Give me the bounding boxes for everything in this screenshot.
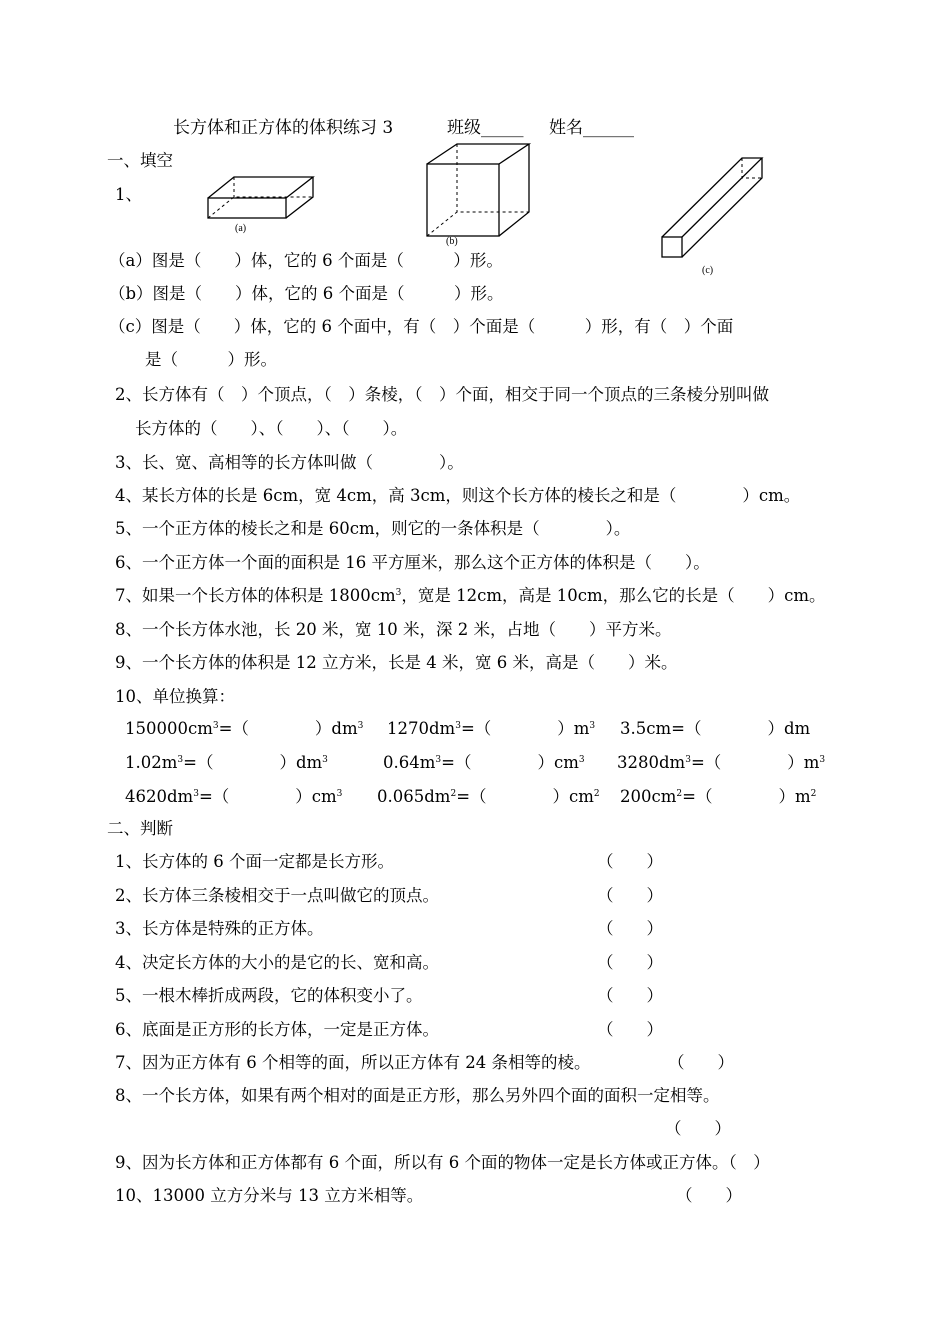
judge-item-5: 5、一根木棒折成两段，它的体积变小了。 [115,986,423,1005]
conversion-item: $4620dm^3=$（ ）$cm^3$ [125,787,343,806]
question-1b: （b）图是（ ）体，它的 6 个面是（ ）形。 [109,284,504,303]
section-heading-judge: 二、判断 [107,819,173,838]
question-2-line1: 2、长方体有（ ）个顶点，（ ）条棱，（ ）个面，相交于同一个顶点的三条棱分别叫做 [115,385,769,404]
question-1-number: 1、 [115,185,142,204]
question-3: 3、长、宽、高相等的长方体叫做（ ）。 [115,453,464,472]
question-1c-line2: 是（ ）形。 [145,350,277,369]
question-5: 5、一个正方体的棱长之和是 60cm，则它的一条体积是（ ）。 [115,519,631,538]
figure-b-cube [420,140,535,240]
judge-item-8: 8、一个长方体，如果有两个相对的面是正方形，那么另外四个面的面积一定相等。 [115,1086,720,1105]
class-field-label: 班级_____ [447,118,524,138]
conversion-item: $200cm^2=$（ ）$m^2$ [620,787,817,806]
question-7-text-post: ，宽是 12cm，高是 10cm，那么它的长是（ ）cm。 [401,586,826,605]
conversion-item: $0.065dm^2=$（ ）$cm^2$ [377,787,600,806]
question-10: 10、单位换算： [115,687,235,706]
figure-c-square-prism [655,150,770,265]
judge-item-3: 3、长方体是特殊的正方体。 [115,919,324,938]
judge-answer-paren: （ ） [665,1119,731,1138]
conversion-item: $1.02m^3=$（ ）$dm^3$ [125,753,328,772]
judge-answer-paren: （ ） [676,1186,742,1205]
question-7-superscript: 3 [395,588,402,598]
conversion-item: $3280dm^3=$（ ）$m^3$ [617,753,826,772]
question-9: 9、一个长方体的体积是 12 立方米，长是 4 米，宽 6 米，高是（ ）米。 [115,653,678,672]
judge-answer-paren: （ ） [597,886,663,905]
judge-item-6: 6、底面是正方形的长方体，一定是正方体。 [115,1020,439,1039]
conversion-item: $0.64m^3=$（ ）$cm^3$ [383,753,585,772]
figure-b-caption: (b) [446,236,458,247]
conversion-item: 3.5cm=（ ）dm [620,719,811,738]
judge-answer-paren: （ ） [597,953,663,972]
question-4: 4、某长方体的长是 6cm，宽 4cm，高 3cm，则这个长方体的棱长之和是（ ）cm。 [115,486,801,505]
judge-item-2: 2、长方体三条棱相交于一点叫做它的顶点。 [115,886,439,905]
question-2-line2: 长方体的（ ）、（ ）、（ ）。 [135,419,408,438]
conversion-item: $150000cm^3=$（ ）$dm^3$ [125,719,364,738]
judge-answer-paren: （ ） [668,1053,734,1072]
figure-a-cuboid [200,170,322,222]
judge-answer-paren: （ ） [597,852,663,871]
question-1a: （a）图是（ ）体，它的 6 个面是（ ）形。 [109,251,503,270]
page-title: 长方体和正方体的体积练习 3 [173,118,394,138]
judge-item-10: 10、13000 立方分米与 13 立方米相等。 [115,1186,424,1205]
judge-item-1: 1、长方体的 6 个面一定都是长方形。 [115,852,394,871]
conversion-item: $1270dm^3=$（ ）$m^3$ [387,719,596,738]
question-7 [115,585,826,607]
judge-item-9: 9、因为长方体和正方体都有 6 个面，所以有 6 个面的物体一定是长方体或正方体。（ ） [115,1153,770,1172]
question-8: 8、一个长方体水池，长 20 米，宽 10 米，深 2 米，占地（ ）平方米。 [115,620,672,639]
question-7-text-pre: 7、如果一个长方体的体积是 1800cm [115,586,396,605]
judge-item-4: 4、决定长方体的大小的是它的长、宽和高。 [115,953,439,972]
judge-answer-paren: （ ） [597,919,663,938]
question-6: 6、一个正方体一个面的面积是 16 平方厘米，那么这个正方体的体积是（ ）。 [115,553,710,572]
section-heading-fill-in: 一、填空 [107,151,173,170]
figure-a-caption: (a) [235,223,247,234]
judge-answer-paren: （ ） [597,986,663,1005]
name-field-label: 姓名______ [549,118,634,138]
judge-item-7: 7、因为正方体有 6 个相等的面，所以正方体有 24 条相等的棱。 [115,1053,591,1072]
judge-answer-paren: （ ） [597,1020,663,1039]
figure-c-caption: (c) [702,265,714,276]
question-1c-line1: （c）图是（ ）体，它的 6 个面中，有（ ）个面是（ ）形，有（ ）个面 [109,317,734,336]
